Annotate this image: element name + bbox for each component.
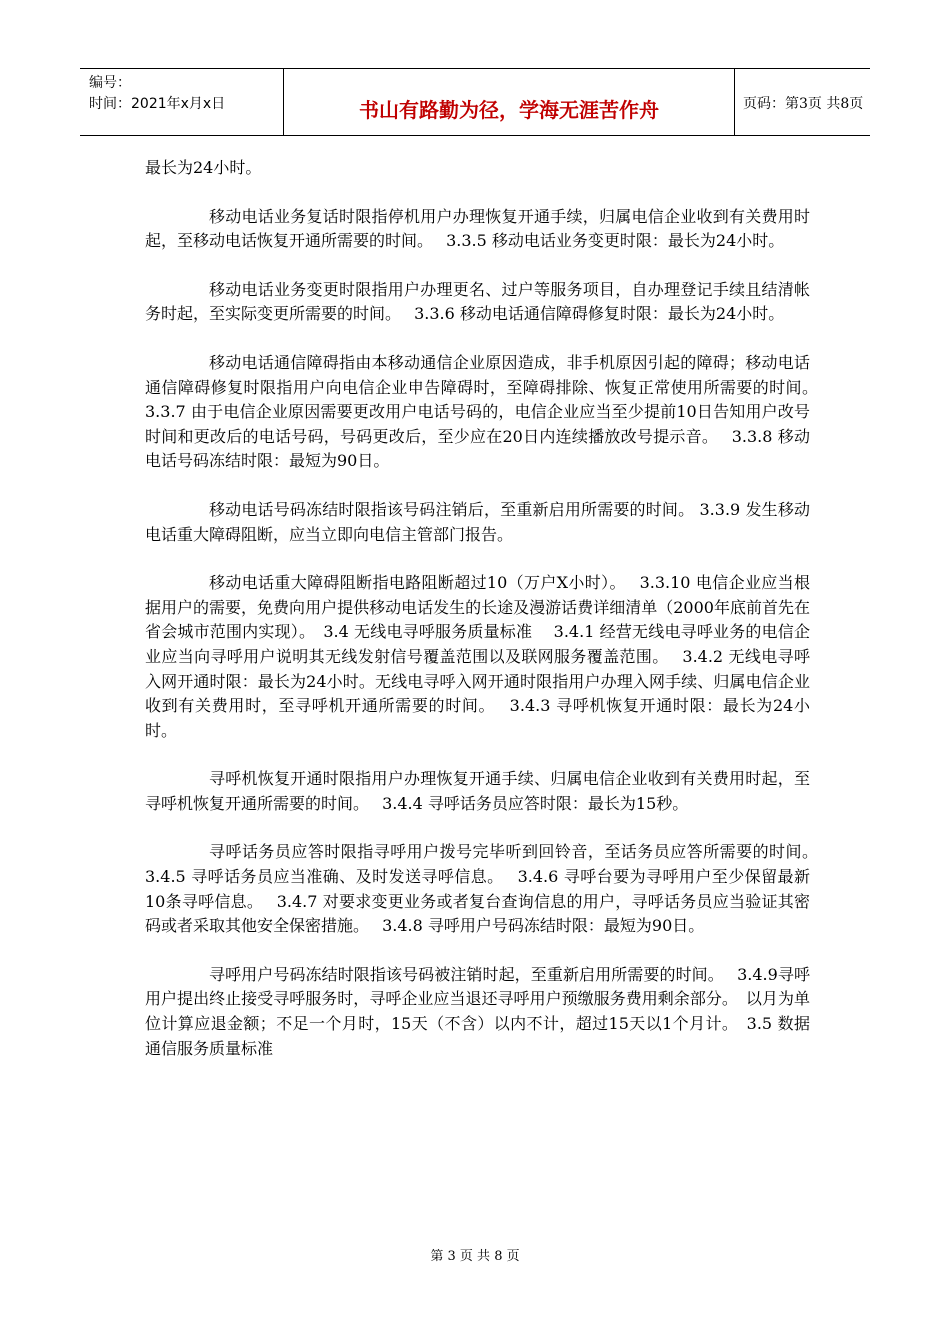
page-footer: 第 3 页 共 8 页	[430, 1249, 520, 1264]
header-page-code: 页码：第3页 共8页	[743, 96, 864, 112]
paragraph: 寻呼用户号码冻结时限指该号码被注销时起，至重新启用所需要的时间。 3.4.9寻呼用户提出终止接受寻呼服务时，寻呼企业应当退还寻呼用户预缴服务费用剩余部分。 以月为单位计算应退金额；不足一个月时，15天（不含）以内不计，超过15天以1个月计。 3.5 数据通信服务质量标准	[145, 964, 810, 1058]
document-body	[145, 156, 907, 1061]
document-number-label: 编号：	[89, 75, 131, 91]
page-header	[80, 68, 870, 136]
paragraph: 寻呼机恢复开通时限指用户办理恢复开通手续、归属电信企业收到有关费用时起，至寻呼机恢复开通所需要的时间。 3.4.4 寻呼话务员应答时限：最长为15秒。	[145, 769, 810, 813]
paragraph: 寻呼话务员应答时限指寻呼用户拨号完毕听到回铃音，至话务员应答所需要的时间。 3.4.5 寻呼话务员应当准确、及时发送寻呼信息。 3.4.6 寻呼台要为寻呼用户至少保留最新10条寻呼信息。 3.4.7 对要求变更业务或者复台查询信息的用户，寻呼话务员应当验证其密码或者采取其他安全保密措施。 3.4.8 寻呼用户号码冻结时限：最短为90日。	[145, 842, 832, 936]
paragraph: 移动电话重大障碍阻断指电路阻断超过10（万户X小时）。 3.3.10 电信企业应当根据用户的需要，免费向用户提供移动电话发生的长途及漫游话费详细清单（2000年底前首先在省会城市范围内实现）。 3.4 无线电寻呼服务质量标准 3.4.1 经营无线电寻呼业务的电信企业应当向寻呼用户说明其无线发射信号覆盖范围以及联网服务覆盖范围。 3.4.2 无线电寻呼入网开通时限：最长为24小时。无线电寻呼入网开通时限指用户办理入网手续、归属电信企业收到有关费用时，至寻呼机开通所需要的时间。 3.4.3 寻呼机恢复开通时限：最长为24小时。	[145, 573, 810, 740]
paragraph: 移动电话业务变更时限指用户办理更名、过户等服务项目，自办理登记手续且结清帐务时起，至实际变更所需要的时间。 3.3.6 移动电话通信障碍修复时限：最长为24小时。	[145, 279, 810, 324]
paragraph: 移动电话通信障碍指由本移动通信企业原因造成，非手机原因引起的障碍；移动电话通信障碍修复时限指用户向电信企业申告障碍时，至障碍排除、恢复正常使用所需要的时间。 3.3.7 由于电信企业原因需要更改用户电话号码的，电信企业应当至少提前10日告知用户改号时间和更改后的电话号码，号码更改后，至少应在20日内连续播放改号提示音。 3.3.8 移动电话号码冻结时限：最短为90日。	[145, 352, 907, 471]
paragraph: 移动电话号码冻结时限指该号码注销后，至重新启用所需要的时间。 3.3.9 发生移动电话重大障碍阻断，应当立即向电信主管部门报告。	[145, 499, 810, 544]
header-meta	[80, 69, 283, 135]
paragraph: 移动电话业务复话时限指停机用户办理恢复开通手续，归属电信企业收到有关费用时起，至移动电话恢复开通所需要的时间。 3.3.5 移动电话业务变更时限：最长为24小时。	[145, 206, 810, 251]
header-motto: 书山有路勤为径，学海无涯苦作舟	[283, 69, 735, 135]
document-time-label: 时间：2021年x月x日	[89, 96, 226, 112]
paragraph: 最长为24小时。	[145, 158, 262, 177]
